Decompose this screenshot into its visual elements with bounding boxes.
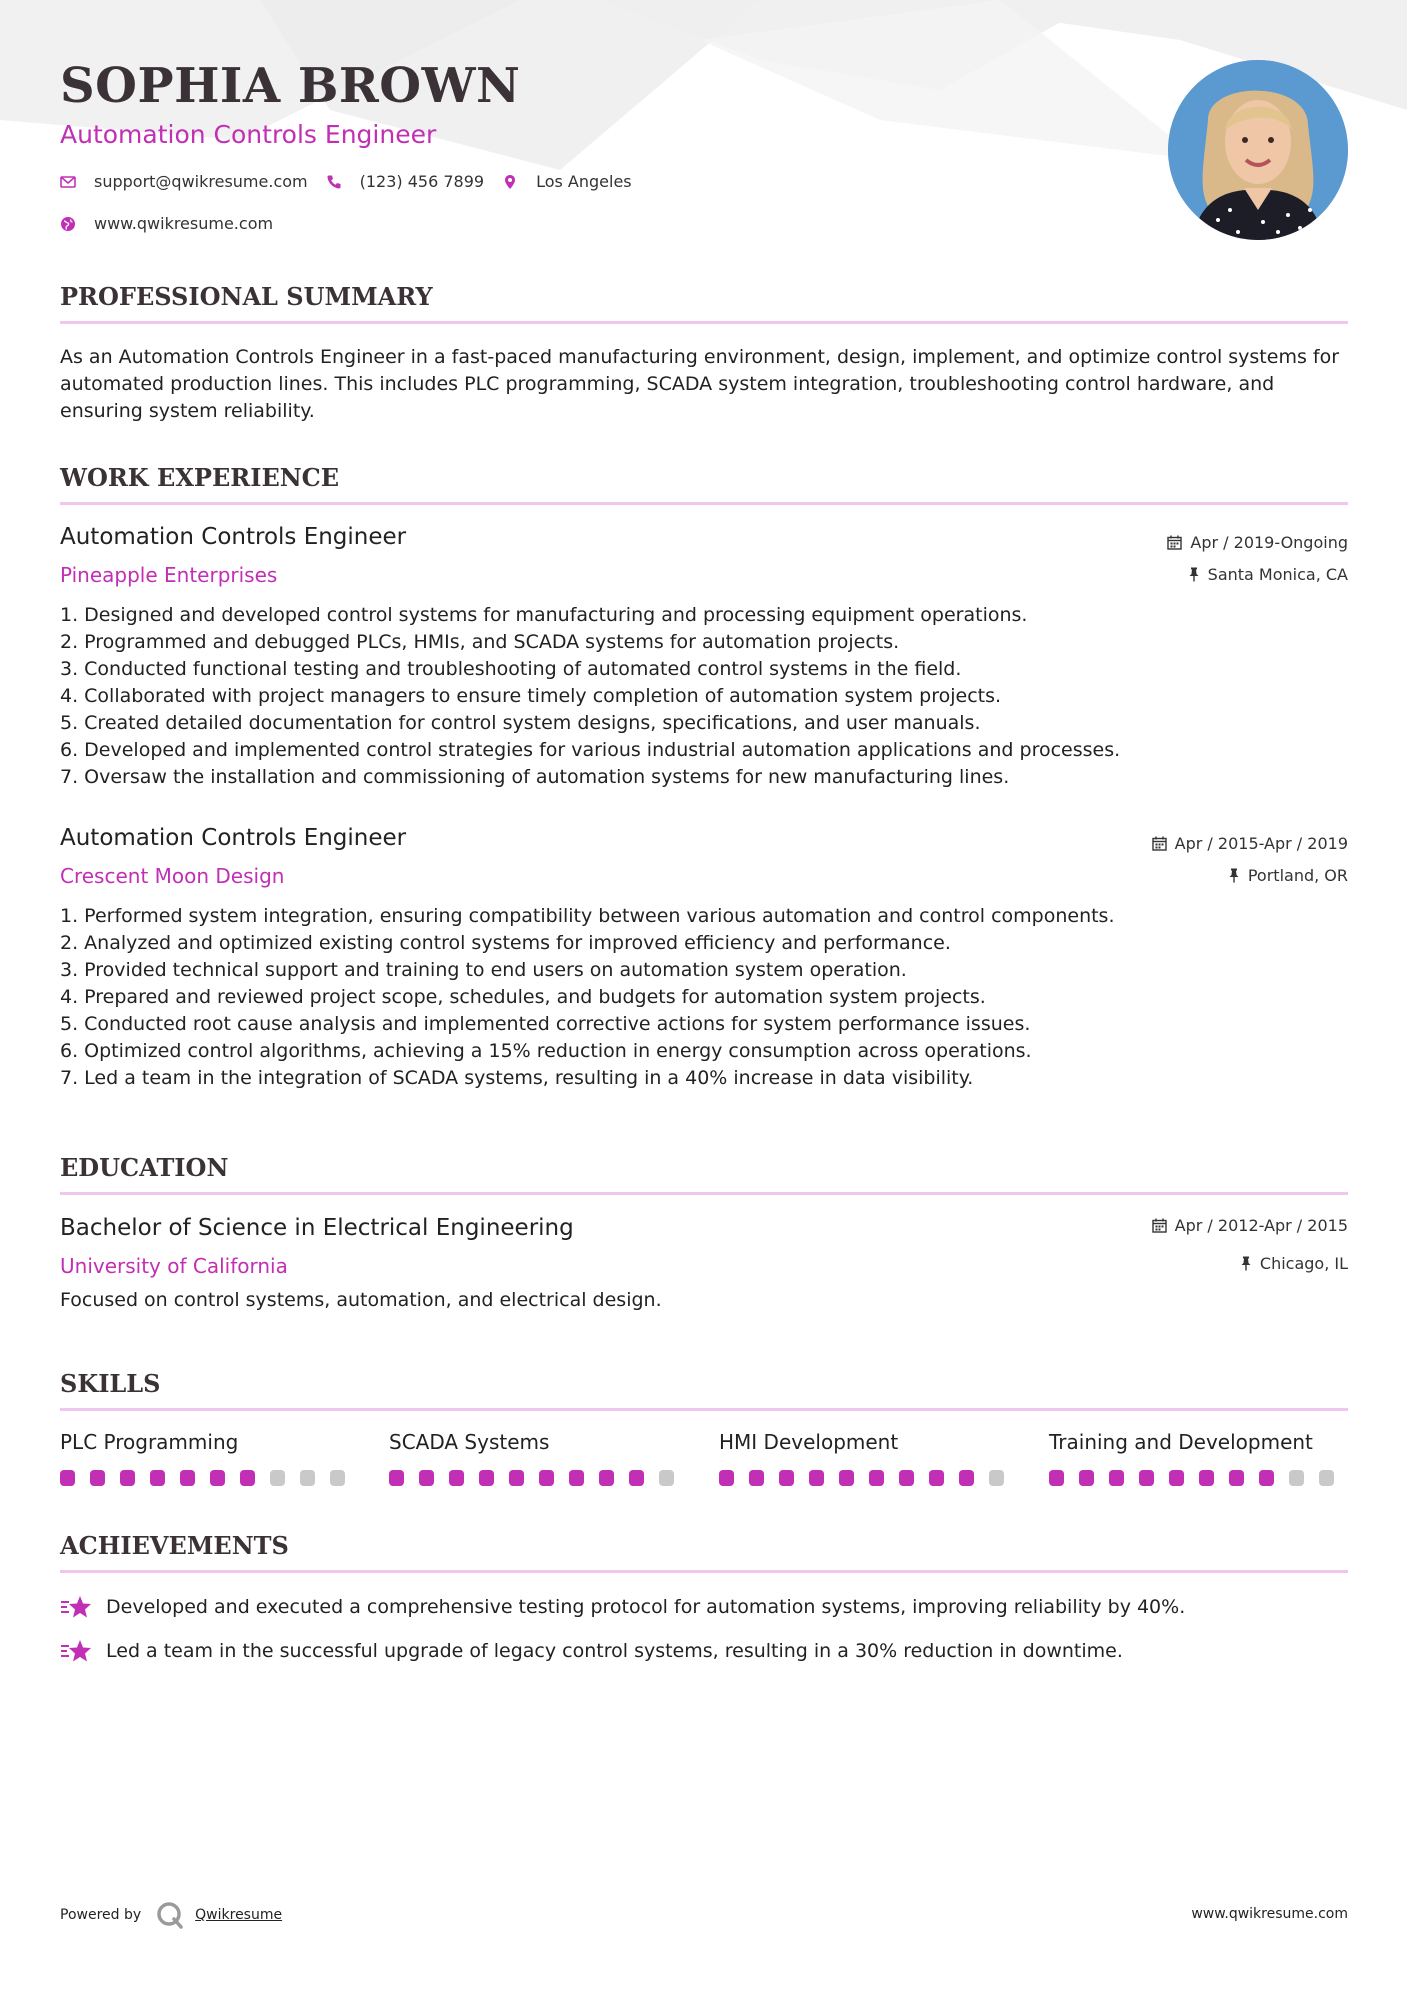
rating-dot-filled bbox=[210, 1470, 225, 1486]
skill-item bbox=[60, 1430, 360, 1486]
rating-dot-filled bbox=[899, 1470, 914, 1486]
rating-dot-empty bbox=[989, 1470, 1004, 1486]
footer-powered-by bbox=[60, 1900, 282, 1930]
footer-url[interactable]: www.qwikresume.com bbox=[1191, 1906, 1348, 1922]
skill-name: SCADA Systems bbox=[389, 1430, 550, 1454]
qwikresume-logo-icon bbox=[155, 1900, 185, 1930]
email-text: support@qwikresume.com bbox=[94, 172, 308, 191]
skill-rating bbox=[389, 1470, 689, 1486]
powered-by-label: Powered by bbox=[60, 1907, 142, 1923]
envelope-icon bbox=[60, 174, 76, 190]
rating-dot-filled bbox=[419, 1470, 434, 1486]
rating-dot-filled bbox=[389, 1470, 404, 1486]
candidate-title: Automation Controls Engineer bbox=[60, 120, 437, 149]
rating-dot-filled bbox=[569, 1470, 584, 1486]
skill-item bbox=[719, 1430, 1019, 1486]
rating-dot-filled bbox=[1139, 1470, 1154, 1486]
skill-item bbox=[1049, 1430, 1349, 1486]
candidate-name: SOPHIA BROWN bbox=[60, 58, 521, 114]
education-dates-text: Apr / 2012-Apr / 2015 bbox=[1174, 1216, 1348, 1235]
duty-item: 2. Programmed and debugged PLCs, HMIs, and SCADA systems for automation projects. bbox=[60, 631, 900, 653]
contact-location bbox=[502, 172, 632, 191]
rating-dot-filled bbox=[869, 1470, 884, 1486]
rating-dot-filled bbox=[90, 1470, 105, 1486]
location-text: Los Angeles bbox=[536, 172, 632, 191]
star-icon bbox=[60, 1638, 92, 1664]
school-name: University of California bbox=[60, 1254, 288, 1278]
rating-dot-empty bbox=[300, 1470, 315, 1486]
rating-dot-filled bbox=[150, 1470, 165, 1486]
rating-dot-filled bbox=[539, 1470, 554, 1486]
achievement-item bbox=[60, 1594, 1185, 1620]
skill-name: PLC Programming bbox=[60, 1430, 239, 1454]
contact-row bbox=[60, 172, 650, 191]
duty-item: 5. Conducted root cause analysis and implemented corrective actions for system performance issues. bbox=[60, 1013, 1031, 1035]
rating-dot-filled bbox=[120, 1470, 135, 1486]
job-duties-2 bbox=[60, 903, 1350, 1092]
rating-dot-filled bbox=[779, 1470, 794, 1486]
rating-dot-filled bbox=[509, 1470, 524, 1486]
job-dates-1 bbox=[1167, 533, 1348, 552]
contact-row-2 bbox=[60, 214, 291, 233]
rating-dot-filled bbox=[1079, 1470, 1094, 1486]
degree-title: Bachelor of Science in Electrical Engineering bbox=[60, 1215, 574, 1241]
rating-dot-empty bbox=[1319, 1470, 1334, 1486]
skill-rating bbox=[60, 1470, 360, 1486]
rating-dot-filled bbox=[809, 1470, 824, 1486]
rating-dot-filled bbox=[240, 1470, 255, 1486]
achievement-item bbox=[60, 1638, 1123, 1664]
rating-dot-filled bbox=[449, 1470, 464, 1486]
website-text: www.qwikresume.com bbox=[94, 214, 274, 233]
education-heading: EDUCATION bbox=[60, 1153, 1348, 1195]
duty-item: 2. Analyzed and optimized existing control systems for improved efficiency and performance. bbox=[60, 932, 951, 954]
rating-dot-filled bbox=[1169, 1470, 1184, 1486]
duty-item: 6. Optimized control algorithms, achieving a 15% reduction in energy consumption across operations. bbox=[60, 1040, 1032, 1062]
rating-dot-filled bbox=[599, 1470, 614, 1486]
job-company-1: Pineapple Enterprises bbox=[60, 563, 278, 587]
contact-website[interactable] bbox=[60, 214, 273, 233]
job-company-2: Crescent Moon Design bbox=[60, 864, 285, 888]
duty-item: 7. Led a team in the integration of SCADA systems, resulting in a 40% increase in data visibility. bbox=[60, 1067, 974, 1089]
rating-dot-filled bbox=[1229, 1470, 1244, 1486]
star-icon bbox=[60, 1594, 92, 1620]
rating-dot-empty bbox=[1289, 1470, 1304, 1486]
rating-dot-filled bbox=[629, 1470, 644, 1486]
rating-dot-filled bbox=[1199, 1470, 1214, 1486]
summary-text: As an Automation Controls Engineer in a fast-paced manufacturing environment, design, implement, and optimize control systems for automated production lines. This includes PLC programming, SCADA system integration, troubleshooting control hardware, and ensuring system reliability. bbox=[60, 346, 1340, 422]
calendar-icon bbox=[1152, 836, 1167, 851]
duty-item: 7. Oversaw the installation and commissioning of automation systems for new manufacturing lines. bbox=[60, 766, 1010, 788]
calendar-icon bbox=[1152, 1218, 1167, 1233]
education-dates bbox=[1152, 1216, 1348, 1235]
contact-phone[interactable] bbox=[326, 172, 484, 191]
job-location-text-1: Santa Monica, CA bbox=[1207, 565, 1348, 584]
summary-heading: PROFESSIONAL SUMMARY bbox=[60, 282, 1348, 324]
duty-item: 4. Prepared and reviewed project scope, schedules, and budgets for automation system projects. bbox=[60, 986, 986, 1008]
skill-item bbox=[389, 1430, 689, 1486]
brand-link[interactable]: Qwikresume bbox=[195, 1907, 283, 1923]
education-location bbox=[1240, 1254, 1348, 1273]
job-duties-1 bbox=[60, 602, 1350, 791]
phone-text: (123) 456 7899 bbox=[359, 172, 485, 191]
profile-photo bbox=[1168, 60, 1348, 240]
duty-item: 1. Performed system integration, ensuring compatibility between various automation and control components. bbox=[60, 905, 1115, 927]
job-location-2 bbox=[1228, 866, 1348, 885]
rating-dot-filled bbox=[1049, 1470, 1064, 1486]
skill-rating bbox=[1049, 1470, 1349, 1486]
rating-dot-empty bbox=[659, 1470, 674, 1486]
job-dates-2 bbox=[1152, 834, 1348, 853]
job-location-text-2: Portland, OR bbox=[1247, 866, 1348, 885]
rating-dot-filled bbox=[1259, 1470, 1274, 1486]
job-dates-text-2: Apr / 2015-Apr / 2019 bbox=[1174, 834, 1348, 853]
achievements-heading: ACHIEVEMENTS bbox=[60, 1531, 1348, 1573]
duty-item: 4. Collaborated with project managers to ensure timely completion of automation system projects. bbox=[60, 685, 1002, 707]
rating-dot-filled bbox=[1109, 1470, 1124, 1486]
pushpin-icon bbox=[1188, 567, 1200, 582]
job-location-1 bbox=[1188, 565, 1348, 584]
duty-item: 6. Developed and implemented control strategies for various industrial automation applications and processes. bbox=[60, 739, 1121, 761]
rating-dot-filled bbox=[839, 1470, 854, 1486]
skills-heading: SKILLS bbox=[60, 1369, 1348, 1411]
pushpin-icon bbox=[1240, 1256, 1252, 1271]
rating-dot-filled bbox=[719, 1470, 734, 1486]
duty-item: 3. Conducted functional testing and troubleshooting of automated control systems in the field. bbox=[60, 658, 962, 680]
experience-heading: WORK EXPERIENCE bbox=[60, 463, 1348, 505]
calendar-icon bbox=[1167, 535, 1182, 550]
pushpin-icon bbox=[1228, 868, 1240, 883]
rating-dot-empty bbox=[270, 1470, 285, 1486]
education-location-text: Chicago, IL bbox=[1259, 1254, 1348, 1273]
rating-dot-filled bbox=[749, 1470, 764, 1486]
rating-dot-filled bbox=[180, 1470, 195, 1486]
duty-item: 3. Provided technical support and training to end users on automation system operation. bbox=[60, 959, 907, 981]
education-description: Focused on control systems, automation, and electrical design. bbox=[60, 1289, 662, 1311]
rating-dot-filled bbox=[929, 1470, 944, 1486]
rating-dot-empty bbox=[330, 1470, 345, 1486]
map-pin-icon bbox=[502, 174, 518, 190]
phone-icon bbox=[326, 174, 342, 190]
duty-item: 1. Designed and developed control systems for manufacturing and processing equipment operations. bbox=[60, 604, 1028, 626]
rating-dot-filled bbox=[479, 1470, 494, 1486]
skill-name: HMI Development bbox=[719, 1430, 899, 1454]
skill-rating bbox=[719, 1470, 1019, 1486]
achievement-text: Developed and executed a comprehensive testing protocol for automation systems, improving reliability by 40%. bbox=[106, 1596, 1186, 1618]
job-title-2: Automation Controls Engineer bbox=[60, 825, 407, 851]
job-title-1: Automation Controls Engineer bbox=[60, 524, 407, 550]
achievement-text: Led a team in the successful upgrade of legacy control systems, resulting in a 30% reduction in downtime. bbox=[106, 1640, 1123, 1662]
skill-name: Training and Development bbox=[1049, 1430, 1313, 1454]
rating-dot-filled bbox=[959, 1470, 974, 1486]
job-dates-text-1: Apr / 2019-Ongoing bbox=[1190, 533, 1348, 552]
rating-dot-filled bbox=[60, 1470, 75, 1486]
contact-email[interactable] bbox=[60, 172, 308, 191]
globe-icon bbox=[60, 216, 76, 232]
duty-item: 5. Created detailed documentation for control system designs, specifications, and user manuals. bbox=[60, 712, 981, 734]
